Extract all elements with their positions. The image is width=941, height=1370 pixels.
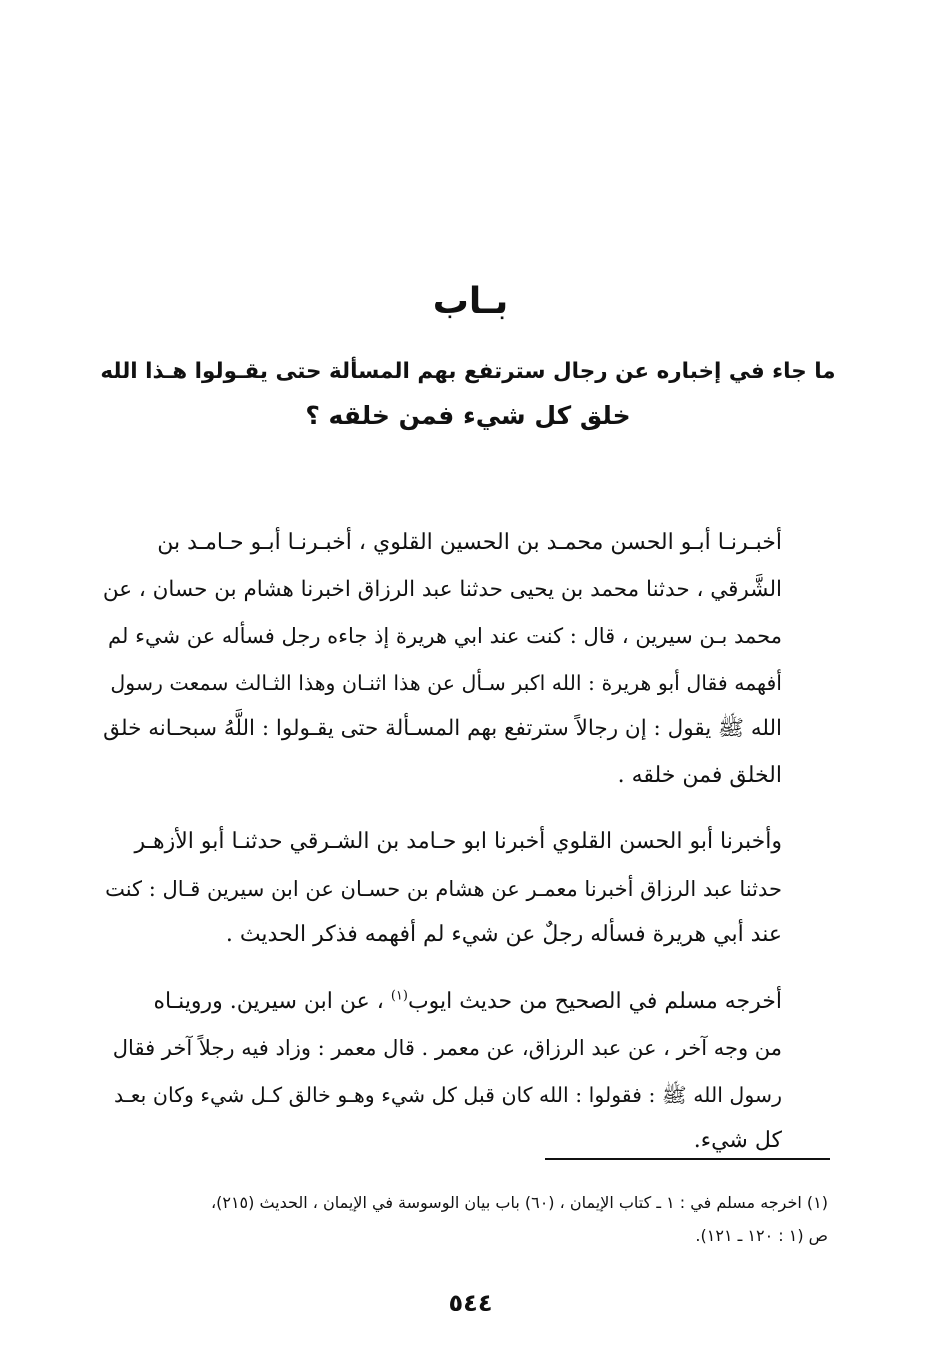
text-line: الشَّرقي ، حدثنا محمد بن يحيى حدثنا عبد الرزاق اخبرنا هشام بن حسان ، عن — [102, 576, 782, 602]
body-text — [102, 520, 828, 1185]
text-segment: ، عن ابن سيرين. وروينـاه — [153, 988, 391, 1014]
text-line: حدثنا عبد الرزاق أخبرنا معمـر عن هشام بن حسـان عن ابن سيرين قـال : كنت — [105, 876, 782, 901]
chapter-title-line: ما جاء في إخباره عن رجال سترتفع بهم المسألة حتى يقـولوا هـذا الله — [100, 359, 836, 384]
footnote — [102, 1186, 828, 1252]
text-line: وأخبرنا أبو الحسن القلوي أخبرنا ابو حـامد بن الشـرقي حدثنـا أبو الأزهـر — [134, 829, 782, 854]
text-line: الله ﷺ يقول : إن رجالاً سترتفع بهم المسـألة حتى يقـولوا : اللَّهُ سبحـانه خلق — [103, 716, 782, 741]
text-line: عند أبي هريرة فسأله رجلٌ عن شيء لم أفهمه فذكر الحديث . — [225, 922, 782, 947]
paragraph — [102, 979, 828, 1165]
paragraph — [102, 819, 828, 959]
footnote-line: (١) اخرجه مسلم في : ١ ـ كتاب الإيمان ، (٦٠) باب بيان الوسوسة في الإيمان ، الحديث (٢١٥)، — [210, 1193, 828, 1212]
text-segment: أخرجه مسلم في الصحيح من حديث ايوب — [407, 988, 782, 1014]
text-line: محمد بـن سيرين ، قال : كنت عند ابي هريرة إذ جاءه رجل فسأله عن شيء لم — [108, 624, 782, 648]
text-line: أخبـرنـا أبـو الحسن محمـد بن الحسين القلوي ، أخبـرنـا أبـو حـامـد بن — [157, 530, 782, 555]
chapter-title-line: خلق كل شيء فمن خلقه ؟ — [305, 401, 631, 430]
footnote-marker[interactable]: (١) — [390, 988, 408, 1004]
paragraph — [102, 520, 828, 799]
footnote-divider — [545, 1158, 830, 1160]
page-number: ٥٤٤ — [448, 1289, 493, 1317]
text-line: رسول الله ﷺ : فقولوا : الله كان قبل كل شيء وهـو خالق كـل شيء وكان بعـد — [114, 1082, 782, 1107]
text-line: كل شيء. — [693, 1128, 782, 1153]
text-line — [102, 979, 828, 1026]
text-line: من وجه آخر ، عن عبد الرزاق، عن معمر . قال معمر : وزاد فيه رجلاً آخر فقال — [112, 1036, 782, 1060]
text-line: أفهمه فقال أبو هريرة : الله اكبر سـأل عن هذا اثنـان وهذا الثـالث سمعت رسول — [110, 670, 782, 695]
chapter-title — [100, 350, 836, 438]
footnote-line: ص (١ : ١٢٠ ـ ١٢١). — [695, 1226, 828, 1245]
chapter-heading: بـاب — [432, 281, 509, 322]
text-line: الخلق فمن خلقه . — [617, 762, 782, 788]
